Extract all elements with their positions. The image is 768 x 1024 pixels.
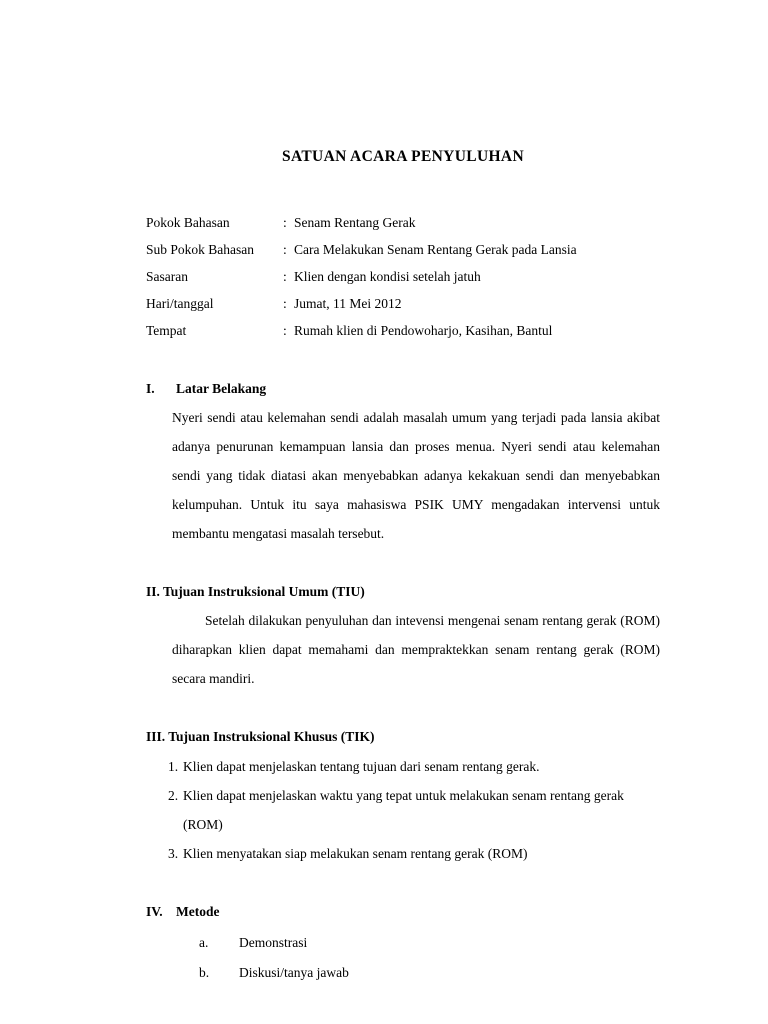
- list-item-text: Demonstrasi: [239, 934, 308, 950]
- meta-row: [146, 317, 660, 344]
- meta-row: [146, 263, 660, 290]
- meta-row: [146, 290, 660, 317]
- section-number-i: I.: [146, 380, 155, 396]
- section-metode: [146, 901, 660, 988]
- meta-row: [146, 236, 660, 263]
- section-paragraph-latar-belakang: Nyeri sendi atau kelemahan sendi adalah masalah umum yang terjadi pada lansia akibat adanya penurunan kemampuan lansia dan proses menua. Nyeri sendi atau kelemahan sendi yang tidak diatasi akan menyebabkan adanya kekakuan sendi dan menyebabkan kelumpuhan. Untuk itu saya mahasiswa PSIK UMY mengadakan intervensi untuk membantu mengatasi masalah tersebut.: [172, 409, 660, 541]
- section-heading-tiu: II. Tujuan Instruksional Umum (TIU): [146, 583, 365, 599]
- section-heading-label: Latar Belakang: [176, 380, 267, 396]
- meta-value-sasaran: Klien dengan kondisi setelah jatuh: [294, 268, 481, 284]
- meta-colon: :: [283, 241, 287, 257]
- document-meta-block: [146, 209, 660, 344]
- list-item-text: Klien dapat menjelaskan waktu yang tepat untuk melakukan senam rentang gerak (ROM): [183, 787, 624, 832]
- list-marker: b.: [199, 964, 210, 980]
- section-tik: [146, 726, 660, 868]
- section-tiu: [146, 581, 660, 693]
- section-heading-metode: [146, 901, 660, 923]
- section-number-iv: IV.: [146, 903, 163, 919]
- meta-value-hari-tanggal: Jumat, 11 Mei 2012: [294, 295, 402, 311]
- meta-row: [146, 209, 660, 236]
- meta-value-pokok-bahasan: Senam Rentang Gerak: [294, 214, 416, 230]
- section-latar-belakang: [146, 378, 660, 548]
- tik-list: [146, 752, 660, 868]
- meta-label-sub-pokok-bahasan: Sub Pokok Bahasan: [146, 241, 254, 257]
- section-heading-latar-belakang: [146, 378, 660, 400]
- meta-label-hari-tanggal: Hari/tanggal: [146, 295, 214, 311]
- list-marker: 1.: [168, 758, 179, 774]
- meta-colon: :: [283, 214, 287, 230]
- meta-value-sub-pokok-bahasan: Cara Melakukan Senam Rentang Gerak pada Lansia: [294, 241, 577, 257]
- page-title: SATUAN ACARA PENYULUHAN: [281, 148, 524, 165]
- list-marker: 3.: [168, 845, 179, 861]
- list-item: [146, 928, 660, 958]
- list-marker: 2.: [168, 787, 179, 803]
- meta-colon: :: [283, 322, 287, 338]
- section-heading-label: Metode: [176, 903, 220, 919]
- meta-colon: :: [283, 268, 287, 284]
- list-item: [146, 958, 660, 988]
- list-item: [146, 781, 660, 839]
- metode-list: [146, 928, 660, 988]
- list-item-text: Klien dapat menjelaskan tentang tujuan dari senam rentang gerak.: [183, 758, 540, 774]
- list-item-text: Klien menyatakan siap melakukan senam rentang gerak (ROM): [183, 845, 528, 861]
- meta-label-tempat: Tempat: [146, 322, 187, 338]
- document-content: [146, 0, 660, 988]
- meta-value-tempat: Rumah klien di Pendowoharjo, Kasihan, Bantul: [294, 322, 553, 338]
- list-marker: a.: [199, 934, 209, 950]
- meta-label-pokok-bahasan: Pokok Bahasan: [146, 214, 230, 230]
- meta-colon: :: [283, 295, 287, 311]
- list-item: [146, 839, 660, 868]
- section-heading-tik: III. Tujuan Instruksional Khusus (TIK): [146, 728, 375, 744]
- section-paragraph-tiu: Setelah dilakukan penyuluhan dan intevensi mengenai senam rentang gerak (ROM) diharapkan klien dapat memahami dan mempraktekkan senam rentang gerak (ROM) secara mandiri.: [172, 612, 660, 686]
- list-item: [146, 752, 660, 781]
- list-item-text: Diskusi/tanya jawab: [239, 964, 349, 980]
- meta-label-sasaran: Sasaran: [146, 268, 188, 284]
